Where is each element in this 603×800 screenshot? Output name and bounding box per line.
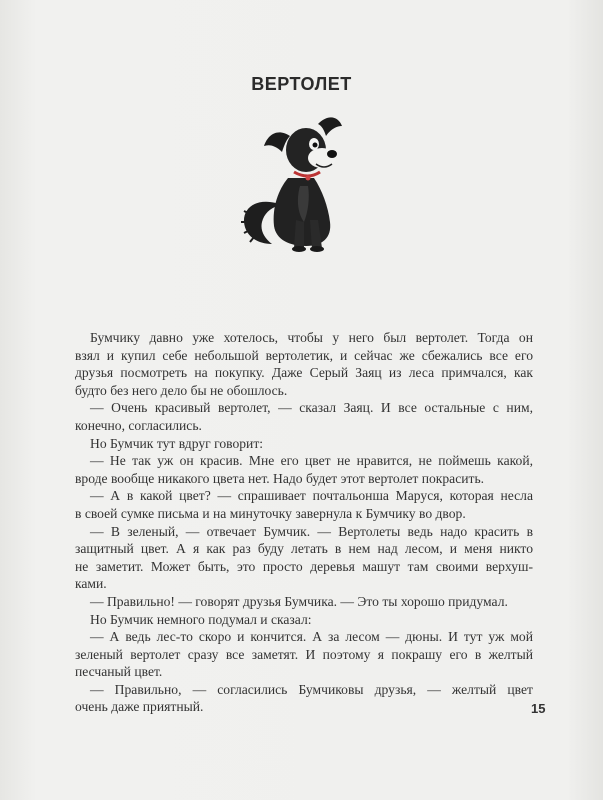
text-line: — А ведь лес-то скоро и кончится. А за лесом — дюны. И тут уж мой <box>90 629 533 645</box>
text-line: взял и купил себе небольшой вертолетик, и сейчас же сбежались все его <box>75 347 533 363</box>
text-line: не заметит. Может быть, это просто деревья машут там своими верхуш- <box>75 558 533 574</box>
text-line: — А в какой цвет? — спрашивает почтальонша Маруся, которая несла <box>90 488 533 504</box>
text-line: песчаный цвет. <box>75 664 163 680</box>
text-line: — Очень красивый вертолет, — сказал Заяц. И все остальные с ним, <box>90 400 533 416</box>
story-title: ВЕРТОЛЕТ <box>251 74 352 94</box>
text-line: защитный цвет. А я как раз буду летать в нем над лесом, и меня никто <box>75 541 533 557</box>
text-line: ками. <box>75 576 107 592</box>
text-line: — Не так уж он красив. Мне его цвет не нравится, не поймешь какой, <box>90 453 533 469</box>
text-line: вроде вообще никакого цвета нет. Надо будет этот вертолет покрасить. <box>75 470 485 486</box>
text-line: друзья посмотреть на покупку. Даже Серый Заяц из леса примчался, как <box>75 365 533 381</box>
text-line: конечно, согласились. <box>75 417 202 433</box>
text-line: будто без него дело бы не обошлось. <box>75 382 288 398</box>
text-line: зеленый вертолет сразу все заметят. И поэтому я покрашу его в желтый <box>75 646 533 662</box>
text-line: — Правильно! — говорят друзья Бумчика. — Это ты хорошо придумал. <box>90 593 508 609</box>
text-line: Бумчику давно уже хотелось, чтобы у него был вертолет. Тогда он <box>90 330 533 345</box>
story-text <box>75 329 533 716</box>
dog-illustration <box>238 108 363 258</box>
text-line: в своей сумке письма и на минуточку завернула к Бумчику во двор. <box>75 505 466 521</box>
text-line: — Правильно, — согласились Бумчиковы друзья, — желтый цвет <box>90 681 533 697</box>
text-line: очень даже приятный. <box>75 699 204 715</box>
text-line: — В зеленый, — отвечает Бумчик. — Вертолеты ведь надо красить в <box>90 523 533 539</box>
text-line: Но Бумчик тут вдруг говорит: <box>90 435 264 451</box>
page-number: 15 <box>531 701 546 716</box>
text-line: Но Бумчик немного подумал и сказал: <box>90 611 312 627</box>
